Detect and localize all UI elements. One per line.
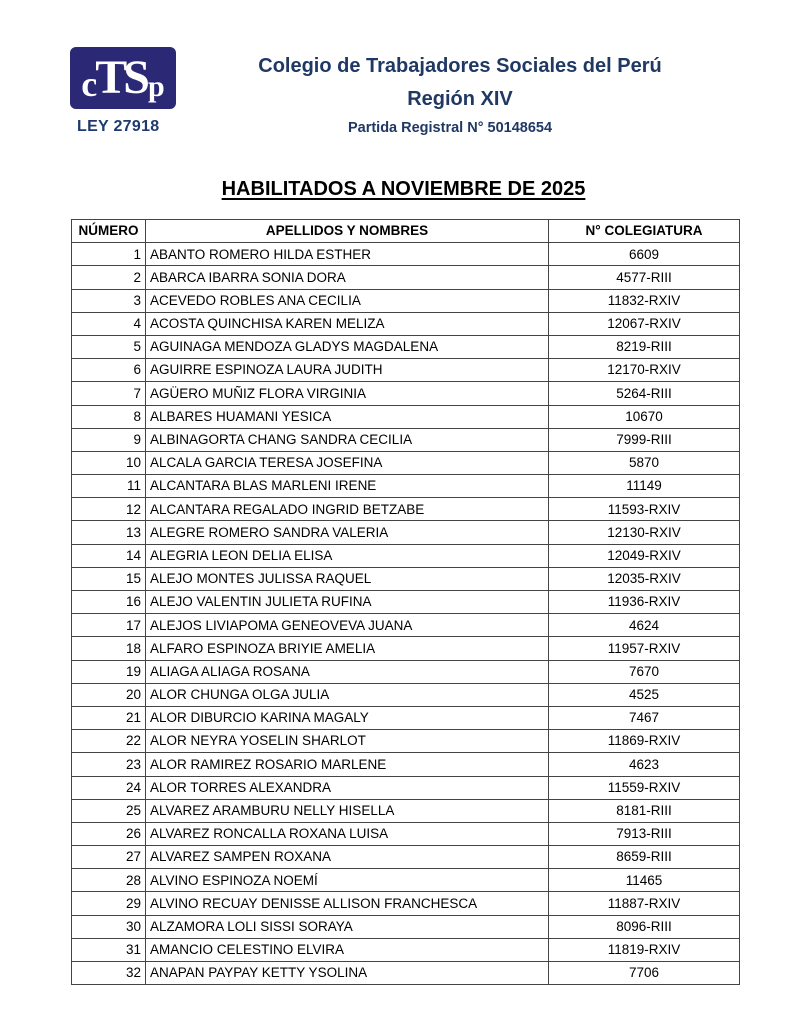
row-colegiatura: 12067-RXIV	[549, 312, 740, 335]
table-row	[72, 753, 740, 776]
row-name: ALVAREZ RONCALLA ROXANA LUISA	[146, 822, 549, 845]
table-row	[72, 776, 740, 799]
table-row	[72, 614, 740, 637]
row-name: ALEGRIA LEON DELIA ELISA	[146, 544, 549, 567]
row-number: 23	[72, 753, 146, 776]
row-number: 9	[72, 428, 146, 451]
row-number: 20	[72, 683, 146, 706]
row-colegiatura: 11149	[549, 475, 740, 498]
row-number: 26	[72, 822, 146, 845]
table-row	[72, 706, 740, 729]
table-row	[72, 660, 740, 683]
row-colegiatura: 12170-RXIV	[549, 359, 740, 382]
row-name: ALFARO ESPINOZA BRIYIE AMELIA	[146, 637, 549, 660]
table-row	[72, 567, 740, 590]
row-name: ALVINO RECUAY DENISSE ALLISON FRANCHESCA	[146, 892, 549, 915]
table-row	[72, 822, 740, 845]
table-row	[72, 498, 740, 521]
row-name: ALBARES HUAMANI YESICA	[146, 405, 549, 428]
table-row	[72, 359, 740, 382]
row-colegiatura: 11957-RXIV	[549, 637, 740, 660]
logo-letter-s: S	[123, 51, 150, 104]
law-number: LEY 27918	[77, 118, 160, 135]
column-header-colegiatura: N° COLEGIATURA	[549, 220, 740, 243]
row-number: 28	[72, 869, 146, 892]
row-name: ANAPAN PAYPAY KETTY YSOLINA	[146, 962, 549, 985]
row-name: ABANTO ROMERO HILDA ESTHER	[146, 243, 549, 266]
row-number: 31	[72, 938, 146, 961]
table-row	[72, 312, 740, 335]
row-colegiatura: 11593-RXIV	[549, 498, 740, 521]
row-number: 29	[72, 892, 146, 915]
row-colegiatura: 11936-RXIV	[549, 591, 740, 614]
table-row	[72, 962, 740, 985]
column-header-numero: NÚMERO	[72, 220, 146, 243]
row-number: 32	[72, 962, 146, 985]
row-name: ALOR DIBURCIO KARINA MAGALY	[146, 706, 549, 729]
row-number: 24	[72, 776, 146, 799]
row-name: ALVAREZ ARAMBURU NELLY HISELLA	[146, 799, 549, 822]
row-name: ALOR CHUNGA OLGA JULIA	[146, 683, 549, 706]
row-name: AGUIRRE ESPINOZA LAURA JUDITH	[146, 359, 549, 382]
row-name: AGUINAGA MENDOZA GLADYS MAGDALENA	[146, 335, 549, 358]
table-row	[72, 683, 740, 706]
row-number: 19	[72, 660, 146, 683]
row-name: ACEVEDO ROBLES ANA CECILIA	[146, 289, 549, 312]
row-number: 12	[72, 498, 146, 521]
table-row	[72, 637, 740, 660]
row-number: 3	[72, 289, 146, 312]
row-name: ALEGRE ROMERO SANDRA VALERIA	[146, 521, 549, 544]
row-name: ALCALA GARCIA TERESA JOSEFINA	[146, 451, 549, 474]
row-number: 1	[72, 243, 146, 266]
row-number: 6	[72, 359, 146, 382]
row-colegiatura: 11887-RXIV	[549, 892, 740, 915]
table-row	[72, 289, 740, 312]
row-colegiatura: 12049-RXIV	[549, 544, 740, 567]
logo-letters	[81, 51, 165, 104]
row-colegiatura: 5264-RIII	[549, 382, 740, 405]
row-name: AGÜERO MUÑIZ FLORA VIRGINIA	[146, 382, 549, 405]
document-title-text: HABILITADOS A NOVIEMBRE DE 2025	[221, 178, 586, 200]
row-name: ALEJOS LIVIAPOMA GENEOVEVA JUANA	[146, 614, 549, 637]
row-number: 5	[72, 335, 146, 358]
row-name: ALOR RAMIREZ ROSARIO MARLENE	[146, 753, 549, 776]
row-colegiatura: 10670	[549, 405, 740, 428]
row-number: 4	[72, 312, 146, 335]
row-number: 11	[72, 475, 146, 498]
table-body	[72, 243, 740, 985]
table-row	[72, 544, 740, 567]
row-colegiatura: 11465	[549, 869, 740, 892]
row-number: 21	[72, 706, 146, 729]
row-name: ALBINAGORTA CHANG SANDRA CECILIA	[146, 428, 549, 451]
row-number: 27	[72, 846, 146, 869]
row-colegiatura: 8181-RIII	[549, 799, 740, 822]
row-colegiatura: 11819-RXIV	[549, 938, 740, 961]
row-number: 30	[72, 915, 146, 938]
row-number: 18	[72, 637, 146, 660]
row-colegiatura: 12035-RXIV	[549, 567, 740, 590]
row-name: ABARCA IBARRA SONIA DORA	[146, 266, 549, 289]
table-row	[72, 730, 740, 753]
table-row	[72, 266, 740, 289]
organization-name: Colegio de Trabajadores Sociales del Perú	[258, 55, 662, 77]
row-colegiatura: 11559-RXIV	[549, 776, 740, 799]
row-number: 7	[72, 382, 146, 405]
row-colegiatura: 7467	[549, 706, 740, 729]
partida-registral: Partida Registral N° 50148654	[347, 120, 553, 136]
logo-letter-p: p	[148, 70, 165, 103]
column-header-nombres: APELLIDOS Y NOMBRES	[146, 220, 549, 243]
row-name: ALVINO ESPINOZA NOEMÍ	[146, 869, 549, 892]
row-name: ALVAREZ SAMPEN ROXANA	[146, 846, 549, 869]
row-colegiatura: 11832-RXIV	[549, 289, 740, 312]
row-colegiatura: 8096-RIII	[549, 915, 740, 938]
row-colegiatura: 11869-RXIV	[549, 730, 740, 753]
row-colegiatura: 6609	[549, 243, 740, 266]
table-row	[72, 869, 740, 892]
row-number: 13	[72, 521, 146, 544]
row-colegiatura: 12130-RXIV	[549, 521, 740, 544]
row-colegiatura: 4624	[549, 614, 740, 637]
logo-letter-c: c	[81, 64, 98, 104]
row-number: 10	[72, 451, 146, 474]
table-row	[72, 243, 740, 266]
row-number: 8	[72, 405, 146, 428]
table-row	[72, 591, 740, 614]
table-row	[72, 428, 740, 451]
row-number: 17	[72, 614, 146, 637]
table-row	[72, 521, 740, 544]
logo-letter-t: T	[95, 51, 128, 104]
row-number: 25	[72, 799, 146, 822]
row-name: ACOSTA QUINCHISA KAREN MELIZA	[146, 312, 549, 335]
document-title	[0, 178, 807, 201]
region-label: Región XIV	[407, 88, 513, 110]
row-name: ALZAMORA LOLI SISSI SORAYA	[146, 915, 549, 938]
row-number: 2	[72, 266, 146, 289]
row-name: ALCANTARA BLAS MARLENI IRENE	[146, 475, 549, 498]
table-row	[72, 451, 740, 474]
row-name: ALIAGA ALIAGA ROSANA	[146, 660, 549, 683]
ctsp-logo	[70, 47, 176, 109]
row-name: ALOR NEYRA YOSELIN SHARLOT	[146, 730, 549, 753]
row-name: ALEJO MONTES JULISSA RAQUEL	[146, 567, 549, 590]
row-colegiatura: 7670	[549, 660, 740, 683]
habilitados-table	[71, 219, 740, 985]
row-name: ALEJO VALENTIN JULIETA RUFINA	[146, 591, 549, 614]
row-name: ALOR TORRES ALEXANDRA	[146, 776, 549, 799]
row-name: ALCANTARA REGALADO INGRID BETZABE	[146, 498, 549, 521]
row-colegiatura: 8219-RIII	[549, 335, 740, 358]
row-number: 14	[72, 544, 146, 567]
row-number: 22	[72, 730, 146, 753]
row-colegiatura: 5870	[549, 451, 740, 474]
row-number: 15	[72, 567, 146, 590]
row-number: 16	[72, 591, 146, 614]
table-row	[72, 475, 740, 498]
table-row	[72, 382, 740, 405]
row-colegiatura: 7913-RIII	[549, 822, 740, 845]
row-colegiatura: 4623	[549, 753, 740, 776]
row-colegiatura: 7999-RIII	[549, 428, 740, 451]
table-row	[72, 799, 740, 822]
row-colegiatura: 8659-RIII	[549, 846, 740, 869]
table-row	[72, 892, 740, 915]
row-colegiatura: 4525	[549, 683, 740, 706]
row-colegiatura: 7706	[549, 962, 740, 985]
row-name: AMANCIO CELESTINO ELVIRA	[146, 938, 549, 961]
table-row	[72, 938, 740, 961]
table-row	[72, 405, 740, 428]
table-row	[72, 335, 740, 358]
table-header-row	[72, 220, 740, 243]
table-row	[72, 846, 740, 869]
table-row	[72, 915, 740, 938]
row-colegiatura: 4577-RIII	[549, 266, 740, 289]
